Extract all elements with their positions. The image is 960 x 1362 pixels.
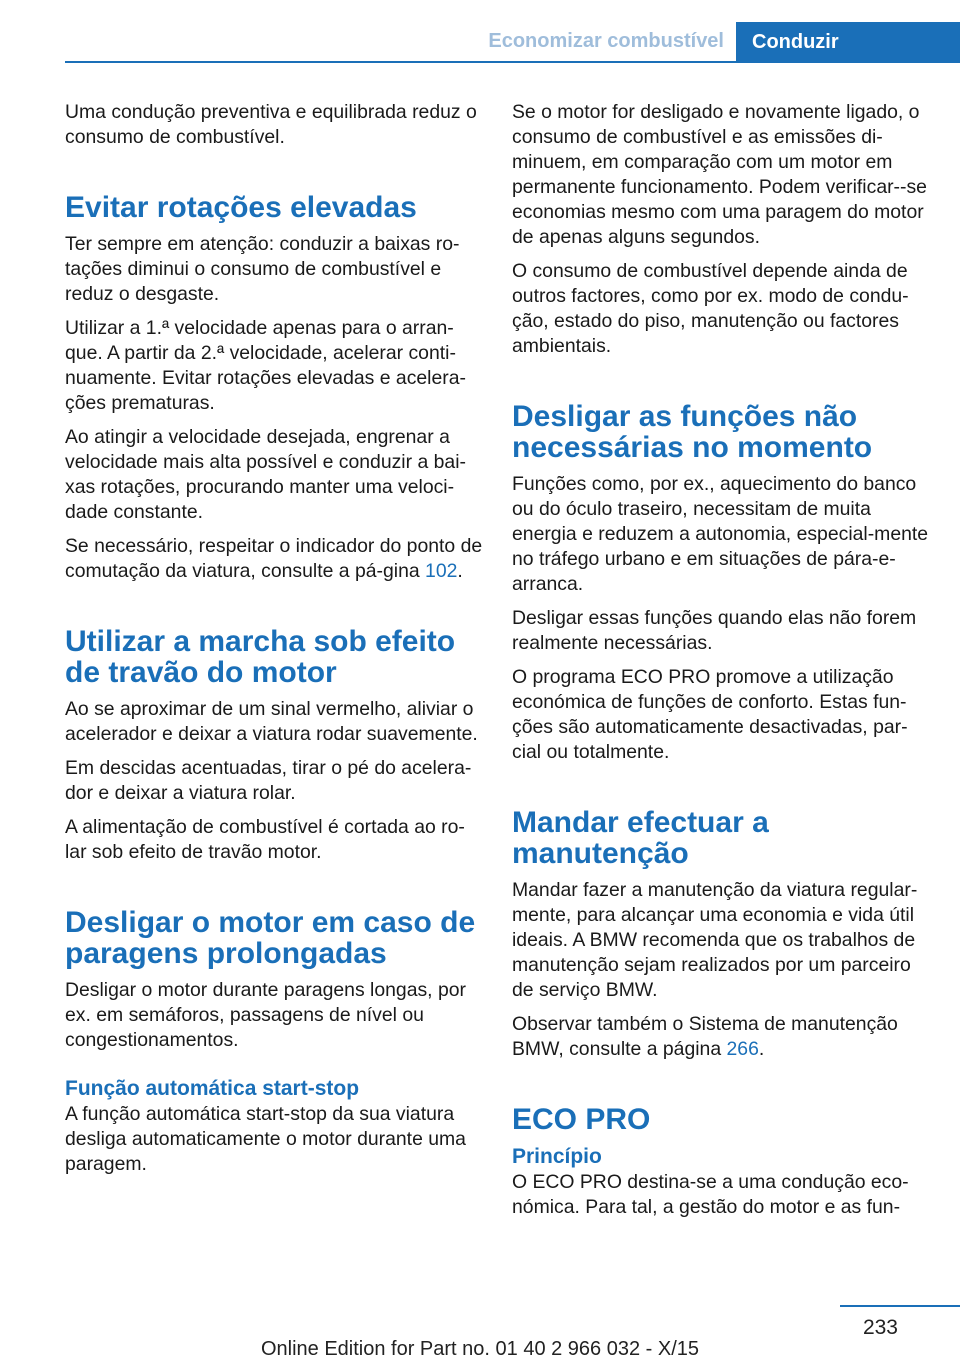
subheading-principio: Princípio [512,1145,602,1168]
footer-edition: Online Edition for Part no. 01 40 2 966 032 - X/15 [260,1338,700,1360]
paragraph: A alimentação de combustível é cortada ao ro-lar sob efeito de travão motor. [65,816,465,863]
paragraph: Se o motor for desligado e novamente ligado, o consumo de combustível e as emissões di-minuem, em comparação com um motor em permanente funcionamento. Podem verificar--se economias mesmo com uma paragem do motor de apenas alguns segundos. [512,101,927,248]
heading-evitar-rotacoes: Evitar rotações elevadas [65,191,417,224]
heading-desligar-motor: Desligar o motor em caso de paragens prolongadas [65,906,476,970]
paragraph: Desligar essas funções quando elas não forem realmente necessárias. [512,607,917,654]
paragraph-with-link [512,1012,932,1062]
intro-paragraph: Uma condução preventiva e equilibrada reduz o consumo de combustível. [65,101,477,148]
header-chapter-tab [736,22,960,62]
paragraph-text: Se necessário, respeitar o indicador do ponto de comutação da viatura, consulte a pá-gina [65,535,483,582]
paragraph: Mandar fazer a manutenção da viatura regular-mente, para alcançar uma economia e vida útil ideais. A BMW recomenda que os trabalhos de manutenção sejam realizados por um parceiro de serviço BMW. [512,879,918,1001]
paragraph: O ECO PRO destina-se a uma condução eco-nómica. Para tal, a gestão do motor e as fun- [512,1171,909,1218]
paragraph: Utilizar a 1.ª velocidade apenas para o arran-que. A partir da 2.ª velocidade, acelerar conti-nuamente. Evitar rotações elevadas e acelera-ções prematuras. [65,317,466,414]
paragraph: O consumo de combustível depende ainda de outros factores, como por ex. modo de condu-ção, estado do piso, manutenção ou factores ambientais. [512,260,909,357]
paragraph: Em descidas acentuadas, tirar o pé do acelera-dor e deixar a viatura rolar. [65,757,472,804]
paragraph: Ao se aproximar de um sinal vermelho, aliviar o acelerador e deixar a viatura rodar suavemente. [65,698,478,745]
paragraph: O programa ECO PRO promove a utilização económica de funções de conforto. Estas fun-ções são automaticamente desactivadas, par-cial ou totalmente. [512,666,908,763]
footer-rule [840,1305,960,1307]
left-column [65,100,483,1186]
page-number: 233 [862,1316,898,1339]
paragraph: Ter sempre em atenção: conduzir a baixas ro-tações diminui o consumo de combustível e reduz o desgaste. [65,233,460,305]
header-section-title: Economizar combustível [488,30,724,52]
page-link-102[interactable]: 102 [425,560,458,582]
heading-marcha-travao: Utilizar a marcha sob efeito de travão do motor [65,625,456,689]
paragraph: Desligar o motor durante paragens longas, por ex. em semáforos, passagens de nível ou congestionamentos. [65,979,466,1051]
page-header [0,0,960,62]
page-link-266[interactable]: 266 [726,1038,759,1060]
paragraph-text: Observar também o Sistema de manutenção BMW, consulte a página [512,1013,898,1060]
heading-desligar-funcoes: Desligar as funções não necessárias no momento [512,400,873,464]
paragraph-with-link [65,534,483,584]
heading-eco-pro: ECO PRO [512,1103,651,1136]
paragraph: A função automática start-stop da sua viatura desliga automaticamente o motor durante uma paragem. [65,1103,466,1175]
header-chapter-label: Conduzir [752,31,839,53]
paragraph-end: . [758,1038,765,1060]
right-column [512,100,932,1229]
heading-manutencao: Mandar efectuar a manutenção [512,806,769,870]
paragraph-end: . [457,560,463,582]
header-rule [65,61,960,63]
paragraph: Ao atingir a velocidade desejada, engrenar a velocidade mais alta possível e conduzir a bai-xas rotações, procurando manter uma veloci-dade constante. [65,426,466,523]
paragraph: Funções como, por ex., aquecimento do banco ou do óculo traseiro, necessitam de muita energia e reduzem a autonomia, especial-mente no tráfego urbano e em situações de pára-e-arranca. [512,473,929,595]
subheading-start-stop: Função automática start-stop [65,1077,360,1100]
